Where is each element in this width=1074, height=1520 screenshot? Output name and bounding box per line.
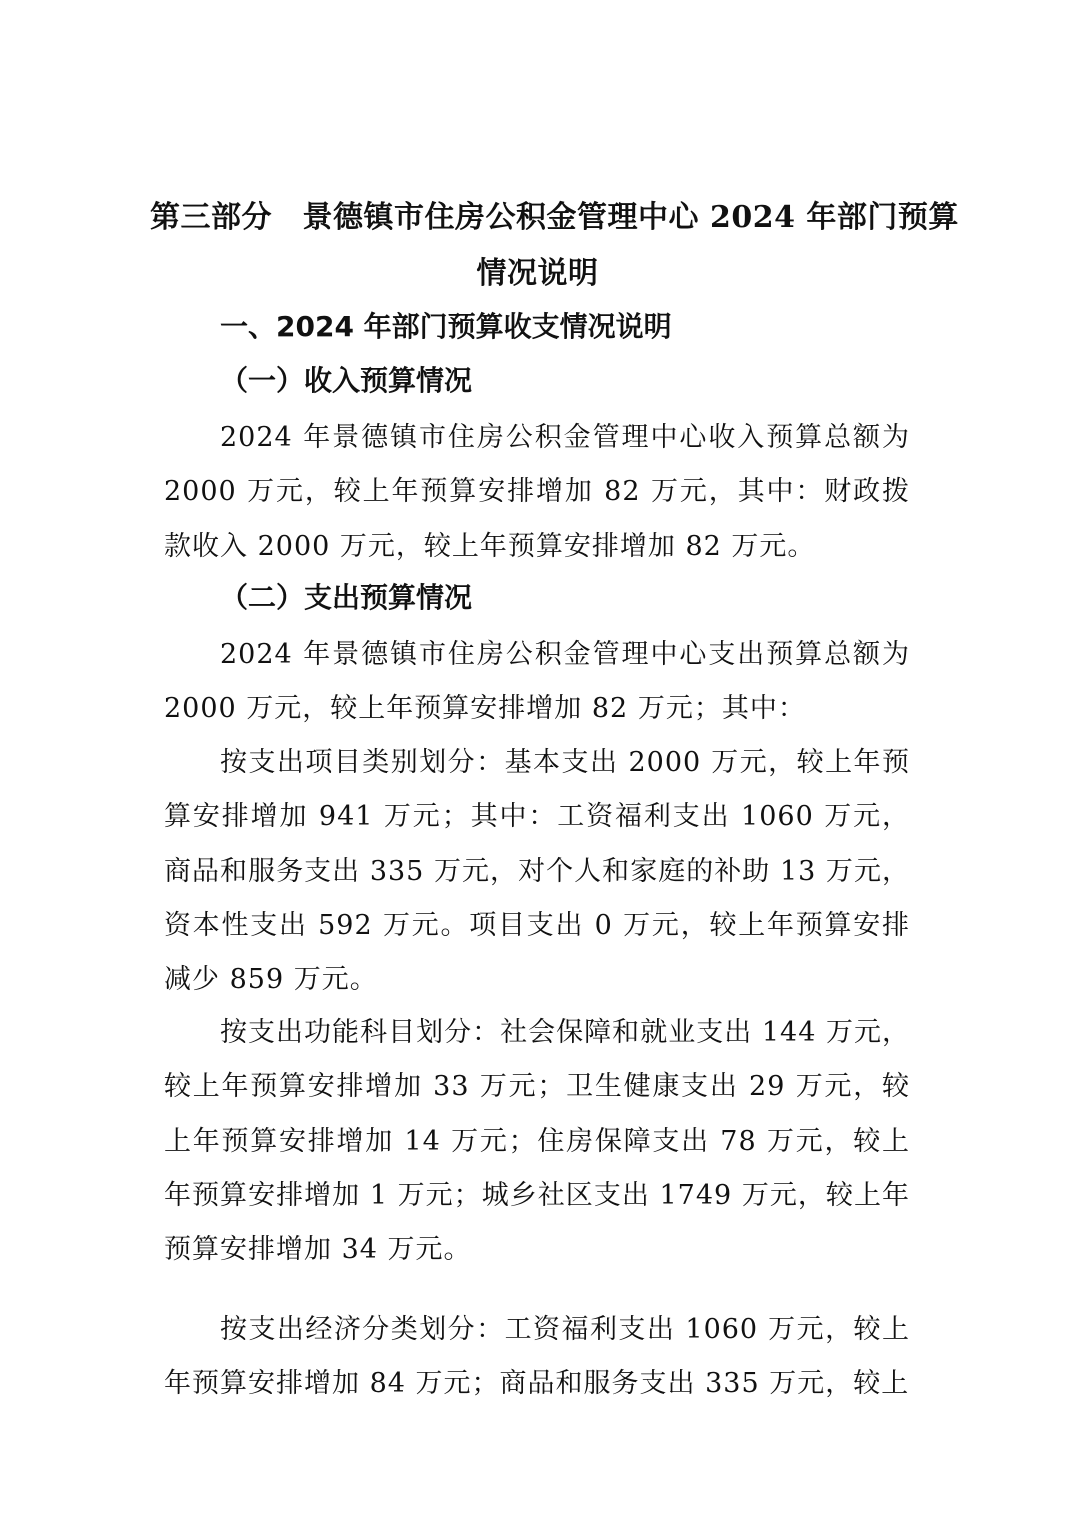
- paragraph-expense-total: 2024 年景德镇市住房公积金管理中心支出预算总额为 2000 万元，较上年预算安排增加 82 万元；其中：: [164, 639, 910, 725]
- page-title: [150, 190, 959, 302]
- subsection-heading-expense: （二）支出预算情况: [220, 581, 473, 614]
- subsection-heading-income: （一）收入预算情况: [220, 364, 473, 397]
- paragraph-income-budget: 2024 年景德镇市住房公积金管理中心收入预算总额为 2000 万元，较上年预算安排增加 82 万元，其中：财政拨款收入 2000 万元，较上年预算安排增加 82 万元。: [164, 422, 910, 562]
- paragraph-expense-by-function: 按支出功能科目划分：社会保障和就业支出 144 万元，较上年预算安排增加 33 万元；卫生健康支出 29 万元，较上年预算安排增加 14 万元；住房保障支出 78 万元，较上年预算安排增加 1 万元；城乡社区支出 1749 万元，较上年预算安排增加 34 万元。: [164, 1017, 910, 1266]
- paragraph-expense-by-economic: 按支出经济分类划分：工资福利支出 1060 万元，较上年预算安排增加 84 万元；商品和服务支出 335 万元，较上: [164, 1314, 910, 1400]
- page-title-line-1: 第三部分 景德镇市住房公积金管理中心 2024 年部门预算: [150, 200, 959, 235]
- paragraph-expense-by-project: 按支出项目类别划分：基本支出 2000 万元，较上年预算安排增加 941 万元；其中：工资福利支出 1060 万元，商品和服务支出 335 万元，对个人和家庭的补助 13 万元，资本性支出 592 万元。项目支出 0 万元，较上年预算安排减少 859 万元。: [164, 747, 910, 996]
- page-title-line-2: 情况说明: [476, 256, 599, 291]
- section-heading-budget-overview: 一、2024 年部门预算收支情况说明: [220, 310, 672, 343]
